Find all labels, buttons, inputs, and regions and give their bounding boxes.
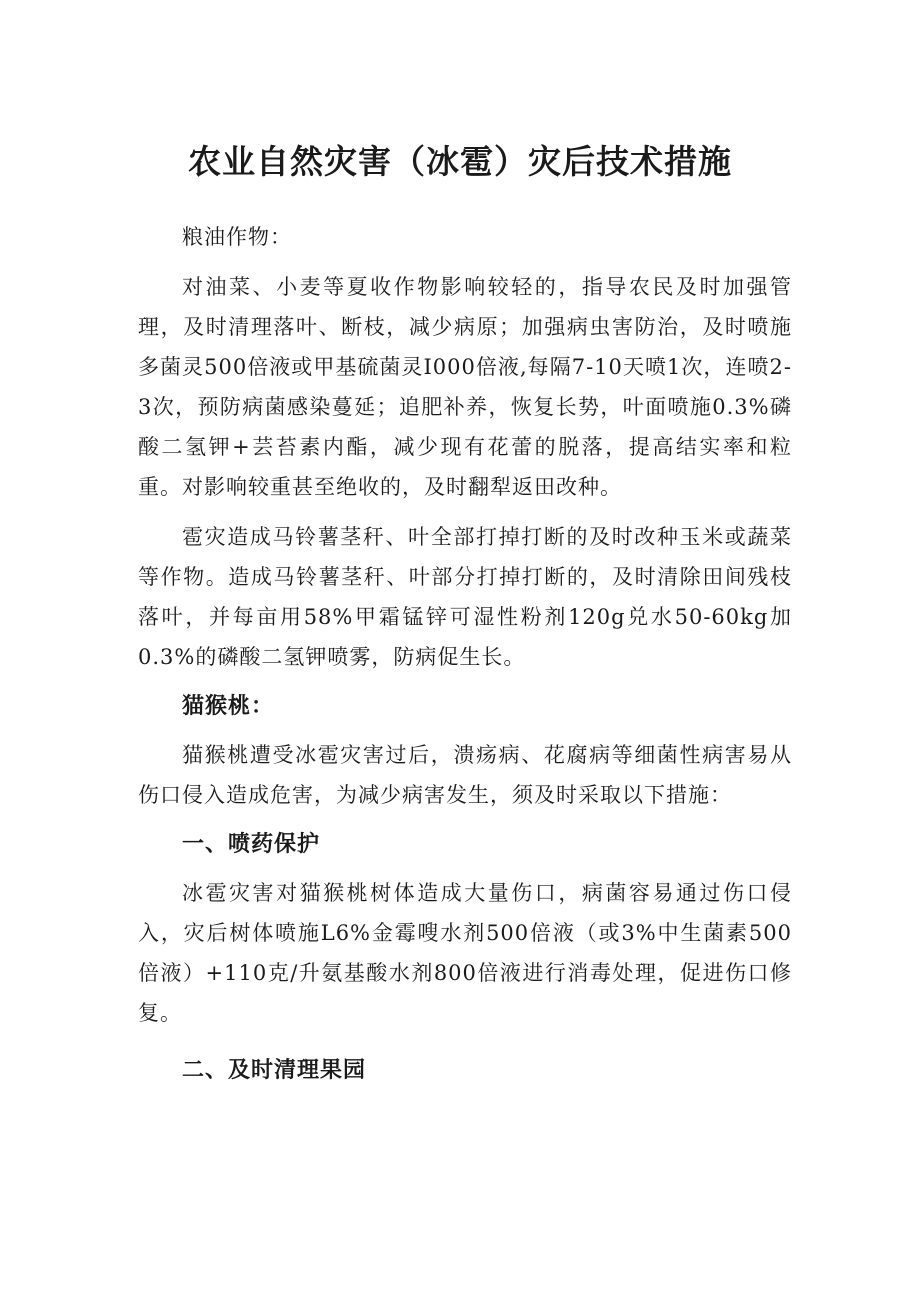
paragraph-rapeseed-wheat: 对油菜、小麦等夏收作物影响较轻的，指导农民及时加强管理，及时清理落叶、断枝，减少病原；加强病虫害防治，及时喷施多菌灵500倍液或甲基硫菌灵I000倍液,每隔7-10天喷1次，连喷2-3次，预防病菌感染蔓延；追肥补养，恢复长势，叶面喷施0.3%磷酸二氢钾+芸苔素内酯，减少现有花蕾的脱落，提高结实率和粒重。对影响较重甚至绝收的，及时翻犁返田改种。 (138, 275, 792, 499)
paragraph-potato: 雹灾造成马铃薯茎秆、叶全部打掉打断的及时改种玉米或蔬菜等作物。造成马铃薯茎秆、叶部分打掉打断的，及时清除田间残枝落叶，并每亩用58%甲霜锰锌可湿性粉剂120g兑水50-60kg加0.3%的磷酸二氢钾喷雾，防病促生长。 (138, 525, 792, 669)
document-body (138, 217, 792, 1099)
paragraph-kiwi-intro: 猫猴桃遭受冰雹灾害过后，溃疡病、花腐病等细菌性病害易从伤口侵入造成危害，为减少病害发生，须及时采取以下措施： (138, 743, 792, 807)
section-heading-kiwi: 猫猴桃： (182, 694, 275, 719)
subheading-spray-protection: 一、喷药保护 (182, 832, 321, 857)
paragraph-spray-protection: 冰雹灾害对猫猴桃树体造成大量伤口，病菌容易通过伤口侵入，灾后树体喷施L6%金霉嗖水剂500倍液（或3%中生菌素500倍液）+110克/升氨基酸水剂800倍液进行消毒处理，促进伤口修复。 (138, 881, 792, 1025)
subheading-clean-orchard: 二、及时清理果园 (182, 1058, 367, 1083)
document-title: 农业自然灾害（冰雹）灾后技术措施 (188, 142, 732, 181)
section-label-grain-oil: 粮油作物： (182, 225, 292, 249)
